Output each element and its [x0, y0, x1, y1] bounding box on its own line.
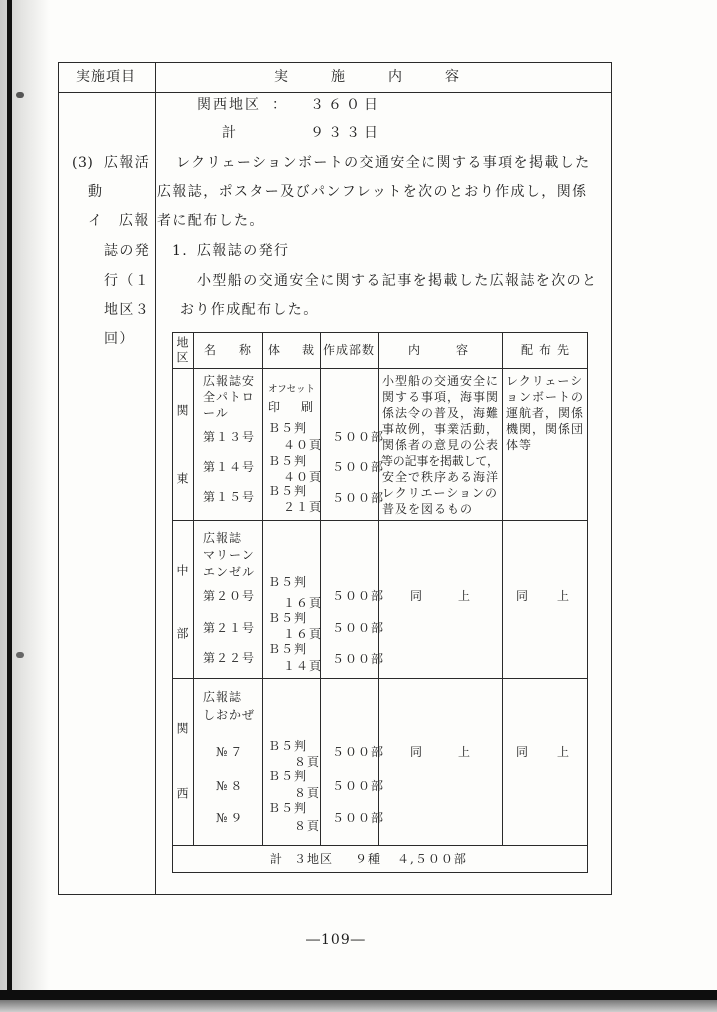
total-kinds: ９種 [355, 852, 382, 866]
item-sub-line: 回） [104, 331, 135, 347]
format-note: 印刷 [268, 400, 335, 414]
issue-number: 第１３号 [203, 430, 256, 444]
kansai-days-separator: ： [272, 97, 288, 113]
publication-name-line: しおかぜ [203, 708, 256, 722]
content-line: 同上 [410, 589, 507, 603]
format-size: Ｂ５判 [268, 611, 308, 625]
section-number: 1. [172, 243, 189, 259]
format-size: Ｂ５判 [268, 769, 308, 783]
content-line: 係法令の普及，海難 [382, 406, 500, 420]
table-row-line [172, 520, 588, 521]
copies-count: ５００部 [332, 745, 385, 759]
punch-mark [16, 652, 24, 658]
header-item-column: 実施項目 [76, 69, 136, 85]
issue-number: 第２１号 [203, 621, 256, 635]
distribution-line: 機関，関係団 [506, 422, 585, 436]
paragraph-line: レクリェーションボートの交通安全に関する事項を掲載した [176, 155, 591, 171]
format-size: Ｂ５判 [268, 575, 308, 589]
item-title-line: 動 [88, 184, 104, 200]
table-column-line [193, 332, 194, 845]
item-sub-line: 広報 [119, 213, 150, 229]
content-line: 普及を図るもの [382, 502, 474, 516]
table-header-name: 名称 [204, 343, 275, 357]
format-note: オフセット [268, 384, 316, 395]
content-line: 同上 [410, 745, 507, 759]
section-line: 小型船の交通安全に関する記事を掲載した広報誌を次のと [197, 273, 598, 289]
distribution-line: 運航者，関係 [506, 406, 585, 420]
item-sub-line: 地区３ [104, 302, 151, 318]
total-days-value: ９３３日 [310, 125, 382, 141]
item-sub-line: 行（１ [104, 273, 151, 289]
publication-name-line: マリーン [203, 548, 255, 562]
table-header-copies: 作成部数 [323, 343, 376, 357]
column-divider [155, 62, 156, 895]
copies-count: ５００部 [332, 589, 385, 603]
publication-name-line: エンゼル [203, 565, 256, 579]
format-pages: ２１頁 [283, 500, 323, 514]
distribution-line: 同上 [516, 745, 599, 759]
issue-number: №７ [216, 745, 246, 759]
distribution-line: 同上 [516, 589, 599, 603]
copies-count: ５００部 [332, 491, 385, 505]
content-line: 等の記事を掲載して， [381, 454, 499, 468]
format-size: Ｂ５判 [268, 421, 308, 435]
copies-count: ５００部 [332, 460, 385, 474]
publication-name-line: 広報誌 [203, 531, 243, 545]
format-size: Ｂ５判 [268, 484, 308, 498]
issue-number: 第２０号 [203, 589, 256, 603]
format-size: Ｂ５判 [268, 801, 308, 815]
total-label: 計 [270, 852, 284, 866]
total-copies: ４,５００部 [397, 852, 467, 866]
content-line: 安全で秩序ある海洋 [382, 470, 500, 484]
issue-number: 第１４号 [203, 460, 256, 474]
distribution-line: 体等 [506, 438, 533, 452]
binding-edge-line [7, 0, 12, 990]
format-pages: ８頁 [294, 819, 321, 833]
table-row-region: 関西 [175, 722, 189, 852]
copies-count: ５００部 [332, 430, 385, 444]
content-line: 事故例，事業活動， [382, 422, 500, 436]
item-number: (3) [72, 155, 94, 171]
total-days-label: 計 [222, 125, 238, 141]
table-header-format: 体裁 [268, 343, 337, 357]
section-line: おり作成配布した。 [180, 302, 319, 318]
format-pages: ４０頁 [283, 470, 323, 484]
item-sub-line: 誌の発 [104, 243, 151, 259]
copies-count: ５００部 [332, 652, 385, 666]
table-header-distribution: 配布先 [521, 343, 576, 357]
format-size: Ｂ５判 [268, 642, 308, 656]
table-row-region: 中部 [175, 564, 189, 690]
format-size: Ｂ５判 [268, 739, 308, 753]
publication-name-line: 広報誌 [203, 690, 243, 704]
kansai-days-label: 関西地区 [197, 97, 261, 113]
format-pages: １４頁 [283, 659, 323, 673]
distribution-line: ョンボートの [506, 390, 585, 404]
table-row-region: 関東 [175, 404, 189, 540]
item-title-line: 広報活 [104, 155, 151, 171]
distribution-line: レクリェーシ [506, 374, 584, 388]
issue-number: №９ [216, 811, 246, 825]
bottom-scan-band [0, 990, 717, 1000]
header-divider [58, 92, 612, 93]
bottom-scan-margin [0, 1000, 717, 1012]
content-line: 関係者の意見の公表 [382, 438, 500, 452]
punch-mark [16, 92, 24, 98]
section-title: 広報誌の発行 [197, 243, 290, 259]
publication-name-line: 全パトロ [203, 390, 255, 404]
table-column-line [262, 332, 263, 845]
total-regions: ３地区 [294, 852, 334, 866]
issue-number: 第２２号 [203, 651, 256, 665]
format-pages: １６頁 [283, 596, 323, 610]
table-header-region: 地区 [175, 336, 189, 366]
paragraph-line: 広報誌，ポスター及びパンフレットを次のとおり作成し，関係 [157, 184, 588, 200]
table-row-line [172, 368, 588, 369]
copies-count: ５００部 [332, 779, 385, 793]
format-size: Ｂ５判 [268, 454, 308, 468]
format-pages: １６頁 [283, 627, 323, 641]
issue-number: №８ [216, 779, 246, 793]
page-number: ―109― [306, 932, 366, 948]
format-pages: ８頁 [294, 786, 321, 800]
table-header-content: 内容 [408, 343, 505, 357]
kansai-days-value: ３６０日 [310, 97, 382, 113]
copies-count: ５００部 [332, 621, 385, 635]
publication-name-line: ール [203, 406, 229, 420]
content-line: 小型船の交通安全に [382, 374, 500, 388]
paragraph-line: 者に配布した。 [157, 213, 265, 229]
publication-name-line: 広報誌安 [203, 374, 256, 388]
content-line: レクリエーションの [382, 486, 499, 500]
content-line: 関する事項，海事関 [382, 390, 500, 404]
format-pages: ４０頁 [283, 438, 323, 452]
table-row-line [172, 845, 588, 846]
header-content-column: 実施内容 [274, 69, 502, 85]
issue-number: 第１５号 [203, 490, 256, 504]
copies-count: ５００部 [332, 811, 385, 825]
table-row-line [172, 678, 588, 679]
format-pages: ８頁 [294, 755, 321, 769]
item-sub-number: イ [88, 213, 104, 229]
